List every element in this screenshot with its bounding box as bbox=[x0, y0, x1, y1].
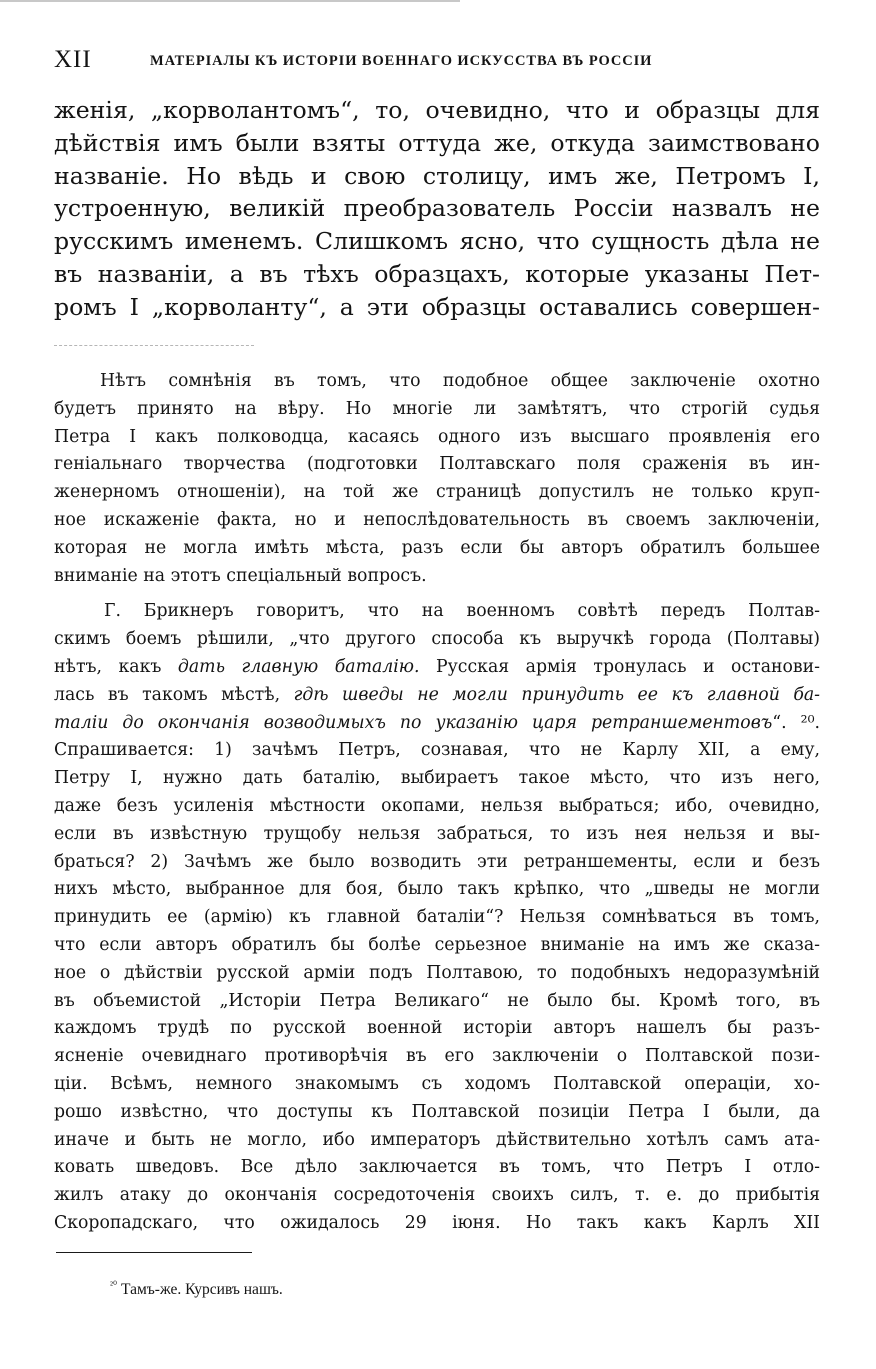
text-line: скимъ боемъ рѣшили, „что другого способа къ выручкѣ города (Полтавы) bbox=[54, 629, 820, 650]
italic-quote: таліи до окончанія возводимыхъ по указанію царя ретраншементовъ bbox=[54, 712, 773, 733]
text-line: геніальнаго творчества (подготовки Полтавскаго поля сраженія въ ин- bbox=[54, 454, 820, 475]
note-text bbox=[54, 368, 820, 1238]
text-line: названіе. Но вѣдь и свою столицу, имъ же, Петромъ I, bbox=[54, 161, 820, 190]
footnote-text: Тамъ-же. Курсивъ нашъ. bbox=[121, 1281, 283, 1299]
text-line: устроенную, великій преобразователь Россіи назвалъ не bbox=[54, 194, 820, 223]
text-line: иначе и быть не могло, ибо императоръ дѣйствительно хотѣлъ самъ ата- bbox=[54, 1129, 820, 1150]
text-line: женія, „корволантомъ“, то, очевидно, что и образцы для bbox=[54, 96, 820, 124]
text-line: нихъ мѣсто, выбранное для боя, было такъ крѣпко, что „шведы не могли bbox=[54, 879, 820, 900]
text-run: лась въ такомъ мѣстѣ, bbox=[54, 684, 294, 705]
text-line: браться? 2) Зачѣмъ же было возводить эти ретраншементы, если и безъ bbox=[54, 851, 820, 872]
text-line: ясненіе очевиднаго противорѣчія въ его заключеніи о Полтавской пози- bbox=[54, 1046, 820, 1067]
text-line: русскимъ именемъ. Слишкомъ ясно, что сущность дѣла не bbox=[54, 227, 820, 256]
text-line: которая не могла имѣть мѣста, разъ если бы авторъ обратилъ большее bbox=[54, 537, 820, 558]
text-line: будетъ принято на вѣру. Но многіе ли замѣтятъ, что строгій судья bbox=[54, 398, 820, 419]
text-line: Петра I какъ полководца, касаясь одного изъ высшаго проявленія его bbox=[54, 426, 820, 447]
text-line: въ объемистой „Исторіи Петра Великаго“ не было бы. Кромѣ того, въ bbox=[54, 990, 820, 1011]
text-line: рошо извѣстно, что доступы къ Полтавской позиціи Петра I были, да bbox=[54, 1101, 820, 1122]
text-line: жилъ атаку до окончанія сосредоточенія своихъ силъ, т. е. до прибытія bbox=[54, 1185, 820, 1206]
text-line: Г. Брикнеръ говоритъ, что на военномъ совѣтѣ передъ Полтав- bbox=[104, 601, 820, 622]
text-run: нѣтъ, какъ bbox=[54, 656, 178, 677]
text-line: вниманіе на этотъ спеціальный вопросъ. bbox=[54, 565, 427, 586]
footnote-mark: ²⁰ bbox=[110, 1280, 118, 1291]
text-line: въ названіи, а въ тѣхъ образцахъ, которые указаны Пет- bbox=[54, 259, 820, 288]
top-edge-line bbox=[0, 0, 460, 2]
text-line: что если авторъ обратилъ бы болѣе серьезное вниманіе на имъ же сказа- bbox=[54, 934, 820, 955]
italic-quote: гдѣ шведы не могли принудить ее къ главной ба- bbox=[293, 684, 821, 705]
text-line: принудить ее (армію) къ главной баталіи“? Нельзя сомнѣваться въ томъ, bbox=[54, 907, 820, 928]
text-line: каждомъ трудѣ по русской военной исторіи авторъ нашелъ бы разъ- bbox=[54, 1018, 820, 1039]
footnote-rule bbox=[56, 1252, 252, 1253]
footnote bbox=[110, 1280, 283, 1299]
section-separator bbox=[54, 345, 254, 346]
text-line: ковать шведовъ. Все дѣло заключается въ томъ, что Петръ I отло- bbox=[54, 1157, 820, 1178]
text-line: Скоропадскаго, что ожидалось 29 іюня. Но такъ какъ Карлъ XII bbox=[54, 1212, 820, 1233]
text-line: дѣйствія имъ были взяты оттуда же, откуда заимствовано bbox=[54, 128, 820, 157]
page-header bbox=[54, 46, 822, 76]
text-line: Спрашивается: 1) зачѣмъ Петръ, сознавая, что не Карлу XII, а ему, bbox=[54, 740, 820, 761]
text-line: женерномъ отношеніи), на той же страницѣ допустилъ не только круп- bbox=[54, 482, 820, 503]
text-line: если въ извѣстную трущобу нельзя забраться, то изъ нея нельзя и вы- bbox=[54, 823, 820, 844]
text-line: ное о дѣйствіи русской арміи подъ Полтавою, то подобныхъ недоразумѣній bbox=[54, 962, 820, 983]
text-line: даже безъ усиленія мѣстности окопами, нельзя выбраться; ибо, очевидно, bbox=[54, 795, 820, 816]
footnote-reference: “. ²⁰. bbox=[772, 712, 821, 733]
main-text bbox=[54, 94, 820, 324]
text-line: ромъ I „корволанту“, а эти образцы оставались совершен- bbox=[54, 292, 820, 321]
text-line: Нѣтъ сомнѣнія въ томъ, что подобное общее заключеніе охотно bbox=[100, 371, 820, 391]
text-line bbox=[54, 710, 820, 738]
text-line: ное искаженіе факта, но и непослѣдовательность въ своемъ заключеніи, bbox=[54, 509, 820, 530]
text-line bbox=[54, 654, 820, 682]
text-line bbox=[54, 682, 820, 710]
text-run: Русская армія тронулась и останови- bbox=[419, 656, 821, 677]
running-title: МАТЕРІАЛЫ КЪ ИСТОРІИ ВОЕННАГО ИСКУССТВА ВЪ РОССІИ bbox=[150, 53, 653, 69]
italic-quote: дать главную баталію. bbox=[177, 656, 420, 677]
text-line: Петру I, нужно дать баталію, выбираетъ такое мѣсто, что изъ него, bbox=[54, 768, 820, 789]
text-line: ціи. Всѣмъ, немного знакомымъ съ ходомъ Полтавской операціи, хо- bbox=[54, 1073, 820, 1094]
page-number: XII bbox=[54, 46, 92, 73]
